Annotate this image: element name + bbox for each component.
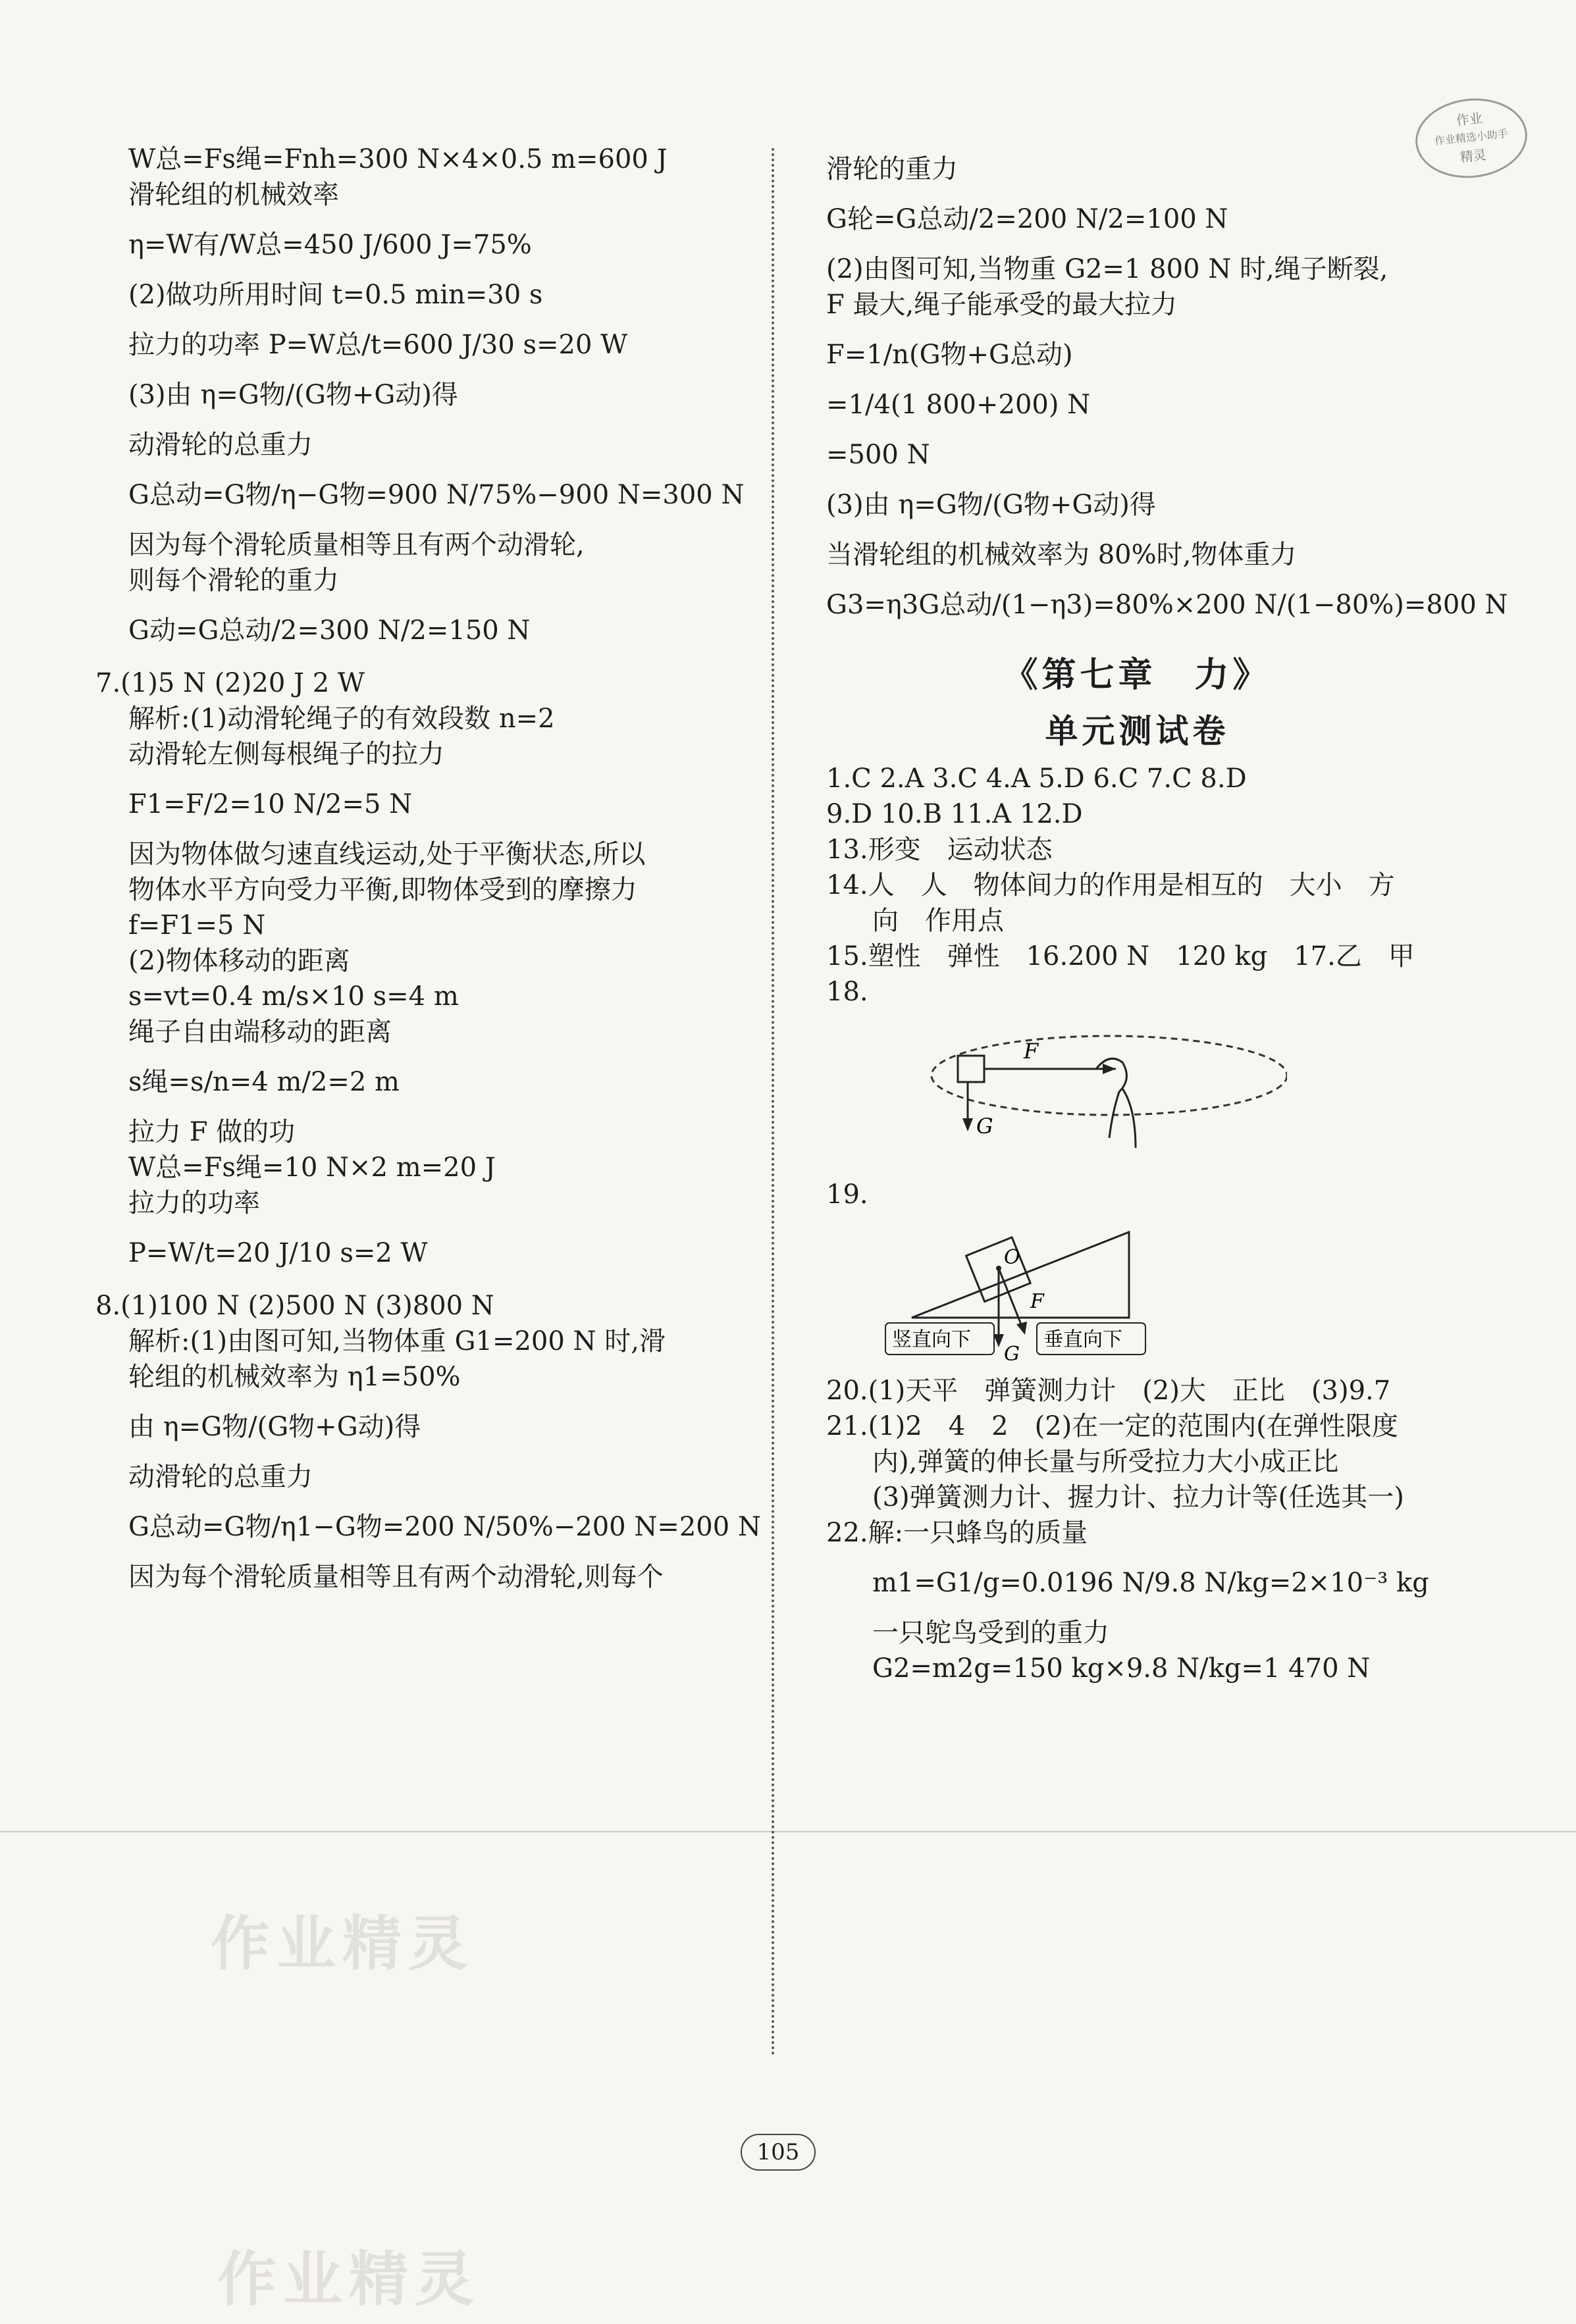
figure-18-svg bbox=[826, 1016, 1287, 1174]
stamp-line-1: 作业 bbox=[1455, 110, 1484, 129]
text-line: 当滑轮组的机械效率为 80%时,物体重力 bbox=[826, 540, 1297, 570]
text-line: 因为物体做匀速直线运动,处于平衡状态,所以 bbox=[128, 839, 646, 869]
text-line: 由 η=G物/(G物+G动)得 bbox=[128, 1412, 421, 1442]
section-title: 单元测试卷 bbox=[1045, 711, 1230, 750]
text-line: 拉力 F 做的功 bbox=[128, 1117, 296, 1147]
incline bbox=[912, 1232, 1129, 1318]
text-line: s=vt=0.4 m/s×10 s=4 m bbox=[128, 981, 459, 1012]
text-line: 18. bbox=[826, 977, 868, 1007]
text-line: (2)做功所用时间 t=0.5 min=30 s bbox=[128, 280, 543, 310]
text-line: 拉力的功率 P=W总/t=600 J/30 s=20 W bbox=[128, 330, 628, 360]
text-line: (2)物体移动的距离 bbox=[128, 946, 350, 976]
left-column bbox=[95, 142, 761, 1595]
text-line: (2)由图可知,当物重 G2=1 800 N 时,绳子断裂, bbox=[826, 254, 1388, 284]
text-line: f=F1=5 N bbox=[128, 910, 266, 941]
label-box-right-text: 垂直向下 bbox=[1043, 1328, 1122, 1351]
text-line: 滑轮组的机械效率 bbox=[128, 180, 339, 210]
text-line: =500 N bbox=[826, 440, 930, 470]
text-line: m1=G1/g=0.0196 N/9.8 N/kg=2×10⁻³ kg bbox=[872, 1568, 1429, 1598]
text-line: G总动=G物/η−G物=900 N/75%−900 N=300 N bbox=[128, 480, 745, 510]
object-box bbox=[958, 1056, 984, 1082]
stamp-line-2: 作业精选小助手 bbox=[1434, 127, 1509, 147]
text-line: (3)由 η=G物/(G物+G动)得 bbox=[826, 490, 1156, 520]
q19-label: 19. bbox=[826, 1179, 868, 1210]
text-line: 15.塑性 弹性 16.200 N 120 kg 17.乙 甲 bbox=[826, 941, 1415, 971]
text-line: 9.D 10.B 11.A 12.D bbox=[826, 799, 1083, 829]
text-line: 1.C 2.A 3.C 4.A 5.D 6.C 7.C 8.D bbox=[826, 763, 1247, 794]
text-line: (3)弹簧测力计、握力计、拉力计等(任选其一) bbox=[872, 1482, 1404, 1512]
text-line: 轮组的机械效率为 η1=50% bbox=[128, 1362, 461, 1392]
text-line: 拉力的功率 bbox=[128, 1188, 260, 1218]
text-line: 物体水平方向受力平衡,即物体受到的摩擦力 bbox=[128, 875, 637, 905]
text-line: 13.形变 运动状态 bbox=[826, 835, 1053, 865]
answers-block-a bbox=[826, 761, 1448, 1010]
text-line: 内),弹簧的伸长量与所受拉力大小成正比 bbox=[872, 1447, 1339, 1477]
text-line: =1/4(1 800+200) N bbox=[826, 390, 1091, 420]
column-divider bbox=[772, 148, 774, 2057]
text-line: 因为每个滑轮质量相等且有两个动滑轮,则每个 bbox=[128, 1562, 664, 1592]
gravity-arrow-head bbox=[962, 1118, 973, 1131]
page-fold-line bbox=[0, 1831, 1576, 1832]
text-line: G2=m2g=150 kg×9.8 N/kg=1 470 N bbox=[872, 1653, 1371, 1684]
text-line: F 最大,绳子能承受的最大拉力 bbox=[826, 290, 1178, 320]
force-arrow-head bbox=[1103, 1064, 1116, 1074]
text-line: G总动=G物/η1−G物=200 N/50%−200 N=200 N bbox=[128, 1512, 761, 1542]
point-label: O bbox=[1004, 1246, 1020, 1269]
hand-drawing bbox=[1096, 1058, 1136, 1148]
figure-19-svg bbox=[826, 1219, 1287, 1370]
text-line: s绳=s/n=4 m/2=2 m bbox=[128, 1067, 400, 1097]
text-line: 动滑轮左侧每根绳子的拉力 bbox=[128, 739, 444, 769]
text-line: F=1/n(G物+G总动) bbox=[826, 340, 1073, 370]
text-line: G轮=G总动/2=200 N/2=100 N bbox=[826, 204, 1228, 234]
text-line: W总=Fs绳=Fnh=300 N×4×0.5 m=600 J bbox=[128, 144, 668, 174]
answers-block-b bbox=[826, 1373, 1448, 1686]
text-line: 则每个滑轮的重力 bbox=[128, 565, 339, 596]
text-line: η=W有/W总=450 J/600 J=75% bbox=[128, 230, 532, 260]
normal-arrow-head bbox=[1016, 1322, 1027, 1335]
text-line: F1=F/2=10 N/2=5 N bbox=[128, 789, 413, 819]
label-box-left-text: 竖直向下 bbox=[892, 1328, 971, 1351]
text-line: 滑轮的重力 bbox=[826, 154, 958, 184]
text-line: G动=G总动/2=300 N/2=150 N bbox=[128, 615, 531, 646]
text-line: 动滑轮的总重力 bbox=[128, 1462, 313, 1492]
chapter-title: 《第七章 力》 bbox=[1003, 655, 1271, 695]
text-line: G3=η3G总动/(1−η3)=80%×200 N/(1−80%)=800 N bbox=[826, 590, 1508, 620]
text-line: 7.(1)5 N (2)20 J 2 W bbox=[95, 668, 365, 698]
text-line: 20.(1)天平 弹簧测力计 (2)大 正比 (3)9.7 bbox=[826, 1376, 1391, 1406]
gravity-label: G bbox=[976, 1114, 993, 1139]
text-line: 因为每个滑轮质量相等且有两个动滑轮, bbox=[128, 530, 585, 560]
text-line: 一只鸵鸟受到的重力 bbox=[872, 1618, 1109, 1648]
figure-19 bbox=[826, 1219, 1448, 1373]
watermark: 作业精灵 bbox=[217, 2244, 481, 2314]
stamp-line-3: 精灵 bbox=[1459, 146, 1487, 165]
text-line: 解析:(1)由图可知,当物体重 G1=200 N 时,滑 bbox=[128, 1326, 666, 1356]
text-line: 向 作用点 bbox=[872, 906, 1004, 936]
text-line: 动滑轮的总重力 bbox=[128, 430, 313, 460]
figure-18 bbox=[826, 1016, 1448, 1177]
text-line: 8.(1)100 N (2)500 N (3)800 N bbox=[95, 1291, 494, 1321]
text-line: 解析:(1)动滑轮绳子的有效段数 n=2 bbox=[128, 704, 555, 734]
text-line: 21.(1)2 4 2 (2)在一定的范围内(在弹性限度 bbox=[826, 1411, 1398, 1441]
page-number: 105 bbox=[741, 2134, 816, 2171]
pressure-label: F bbox=[1030, 1290, 1044, 1313]
text-line: W总=Fs绳=10 N×2 m=20 J bbox=[128, 1152, 496, 1183]
force-label: F bbox=[1024, 1039, 1039, 1064]
watermark: 作业精灵 bbox=[211, 1909, 474, 1978]
text-line: (3)由 η=G物/(G物+G动)得 bbox=[128, 380, 458, 410]
text-line: 14.人 人 物体间力的作用是相互的 大小 方 bbox=[826, 870, 1395, 900]
text-line: P=W/t=20 J/10 s=2 W bbox=[128, 1238, 428, 1268]
weight-label: G bbox=[1004, 1343, 1020, 1366]
text-line: 绳子自由端移动的距离 bbox=[128, 1017, 392, 1047]
text-line: 22.解:一只蜂鸟的质量 bbox=[826, 1518, 1088, 1548]
vertical-arrow-head bbox=[993, 1334, 1004, 1347]
